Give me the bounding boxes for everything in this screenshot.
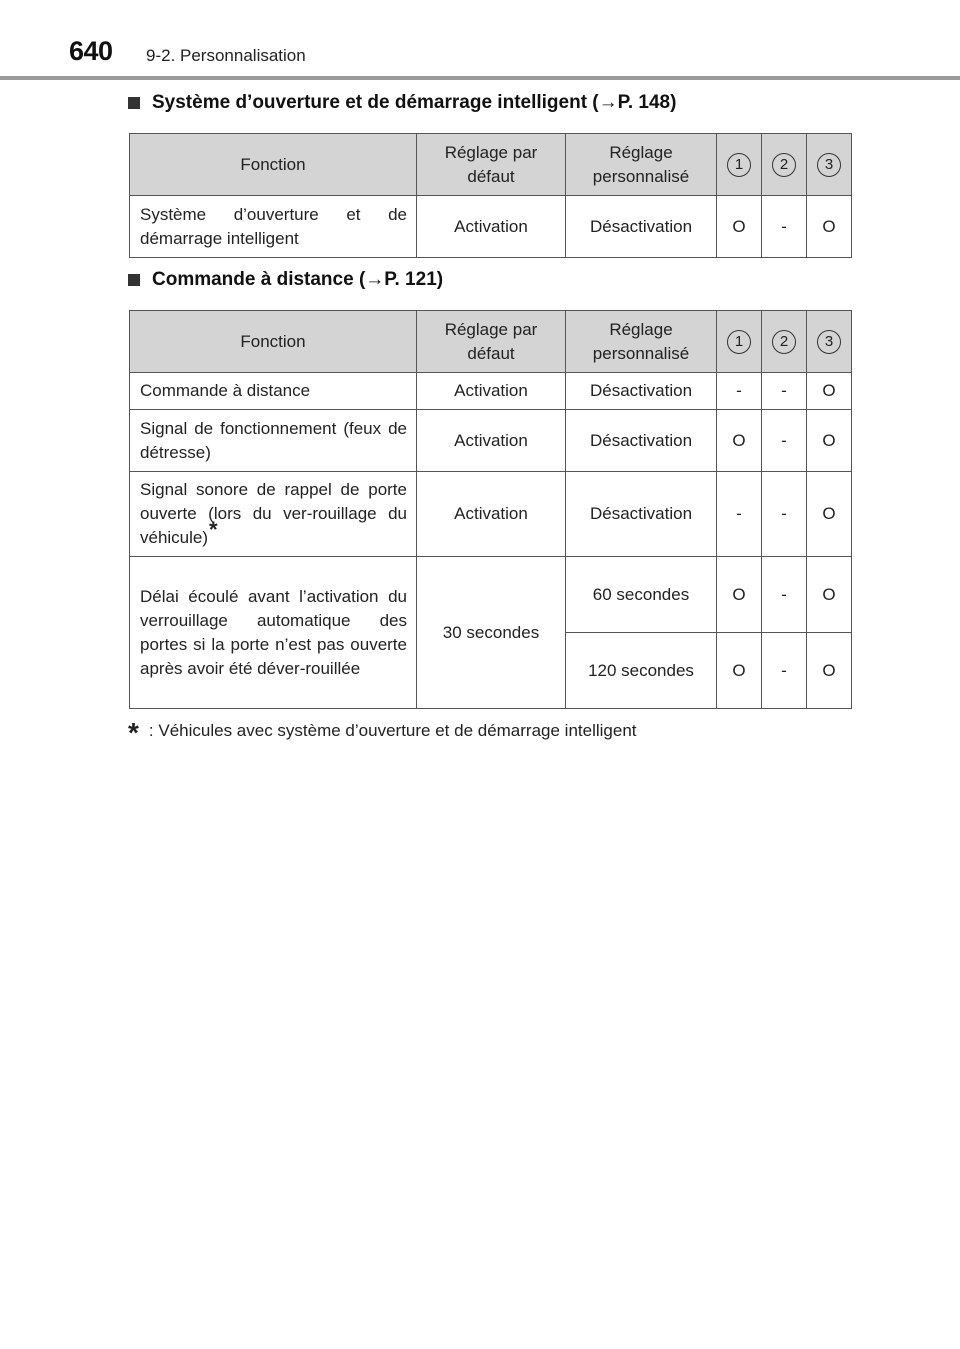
cell-custom: Désactivation [566, 472, 717, 557]
table-row [130, 472, 852, 557]
column-header-custom: Réglage personnalisé [566, 134, 717, 196]
circled-number-2-icon: 2 [772, 153, 796, 177]
circled-number-3-icon: 3 [817, 153, 841, 177]
column-header-custom: Réglage personnalisé [566, 311, 717, 373]
square-bullet-icon [128, 274, 140, 286]
footnote-marker: * [209, 517, 218, 542]
table-header-row [130, 134, 852, 196]
column-header-3 [807, 311, 852, 373]
cell-c3: O [807, 373, 852, 410]
cell-function-text: Signal sonore de rappel de porte ouverte (lors du ver-rouillage du véhicule) [140, 480, 407, 547]
cell-c3: O [807, 472, 852, 557]
footnote-text: : Véhicules avec système d’ouverture et de démarrage intelligent [148, 721, 637, 740]
cell-custom: 60 secondes [566, 557, 717, 633]
circled-number-1-icon: 1 [727, 330, 751, 354]
cell-c1: - [717, 472, 762, 557]
cell-c3: O [807, 410, 852, 472]
column-header-function: Fonction [130, 311, 417, 373]
footnote-star: * [128, 717, 139, 748]
cell-c1: - [717, 373, 762, 410]
cell-default: Activation [417, 196, 566, 258]
column-header-function: Fonction [130, 134, 417, 196]
chapter-title: 9-2. Personnalisation [146, 46, 306, 65]
cell-c3: O [807, 196, 852, 258]
cell-default: Activation [417, 410, 566, 472]
cell-c2: - [762, 633, 807, 709]
cell-function: Délai écoulé avant l’activation du verrouillage automatique des portes si la porte n’est pas ouverte après avoir été déver-rouillée [130, 557, 417, 709]
page-number: 640 [69, 36, 113, 66]
section-title-text: Commande à distance (→P. 121) [152, 269, 444, 290]
cell-function [130, 472, 417, 557]
column-header-default: Réglage par défaut [417, 311, 566, 373]
cell-c1: O [717, 196, 762, 258]
circled-number-1-icon: 1 [727, 153, 751, 177]
table-header-row [130, 311, 852, 373]
column-header-1 [717, 134, 762, 196]
cell-custom: 120 secondes [566, 633, 717, 709]
cell-default: 30 secondes [417, 557, 566, 709]
table-row [130, 557, 852, 633]
cell-custom: Désactivation [566, 196, 717, 258]
cell-custom: Désactivation [566, 373, 717, 410]
cell-c2: - [762, 196, 807, 258]
cell-c2: - [762, 373, 807, 410]
square-bullet-icon [128, 97, 140, 109]
section-title-remote [128, 269, 443, 291]
column-header-3 [807, 134, 852, 196]
smart-entry-table [129, 133, 852, 258]
table-row [130, 410, 852, 472]
column-header-default: Réglage par défaut [417, 134, 566, 196]
column-header-1 [717, 311, 762, 373]
remote-control-table [129, 310, 852, 709]
cell-c2: - [762, 557, 807, 633]
section-title-smart-entry [128, 92, 676, 114]
section-title-text: Système d’ouverture et de démarrage intelligent (→P. 148) [152, 92, 677, 113]
cell-c1: O [717, 633, 762, 709]
cell-c2: - [762, 472, 807, 557]
cell-c1: O [717, 557, 762, 633]
cell-function: Système d’ouverture et de démarrage intelligent [130, 196, 417, 258]
cell-default: Activation [417, 472, 566, 557]
cell-c2: - [762, 410, 807, 472]
cell-default: Activation [417, 373, 566, 410]
table-row [130, 373, 852, 410]
cell-function: Commande à distance [130, 373, 417, 410]
cell-c3: O [807, 557, 852, 633]
page-header [0, 0, 960, 80]
cell-custom: Désactivation [566, 410, 717, 472]
column-header-2 [762, 134, 807, 196]
cell-c3: O [807, 633, 852, 709]
footnote [128, 713, 637, 748]
header-divider [0, 76, 960, 80]
cell-function: Signal de fonctionnement (feux de détresse) [130, 410, 417, 472]
table-row [130, 196, 852, 258]
circled-number-2-icon: 2 [772, 330, 796, 354]
cell-c1: O [717, 410, 762, 472]
column-header-2 [762, 311, 807, 373]
circled-number-3-icon: 3 [817, 330, 841, 354]
